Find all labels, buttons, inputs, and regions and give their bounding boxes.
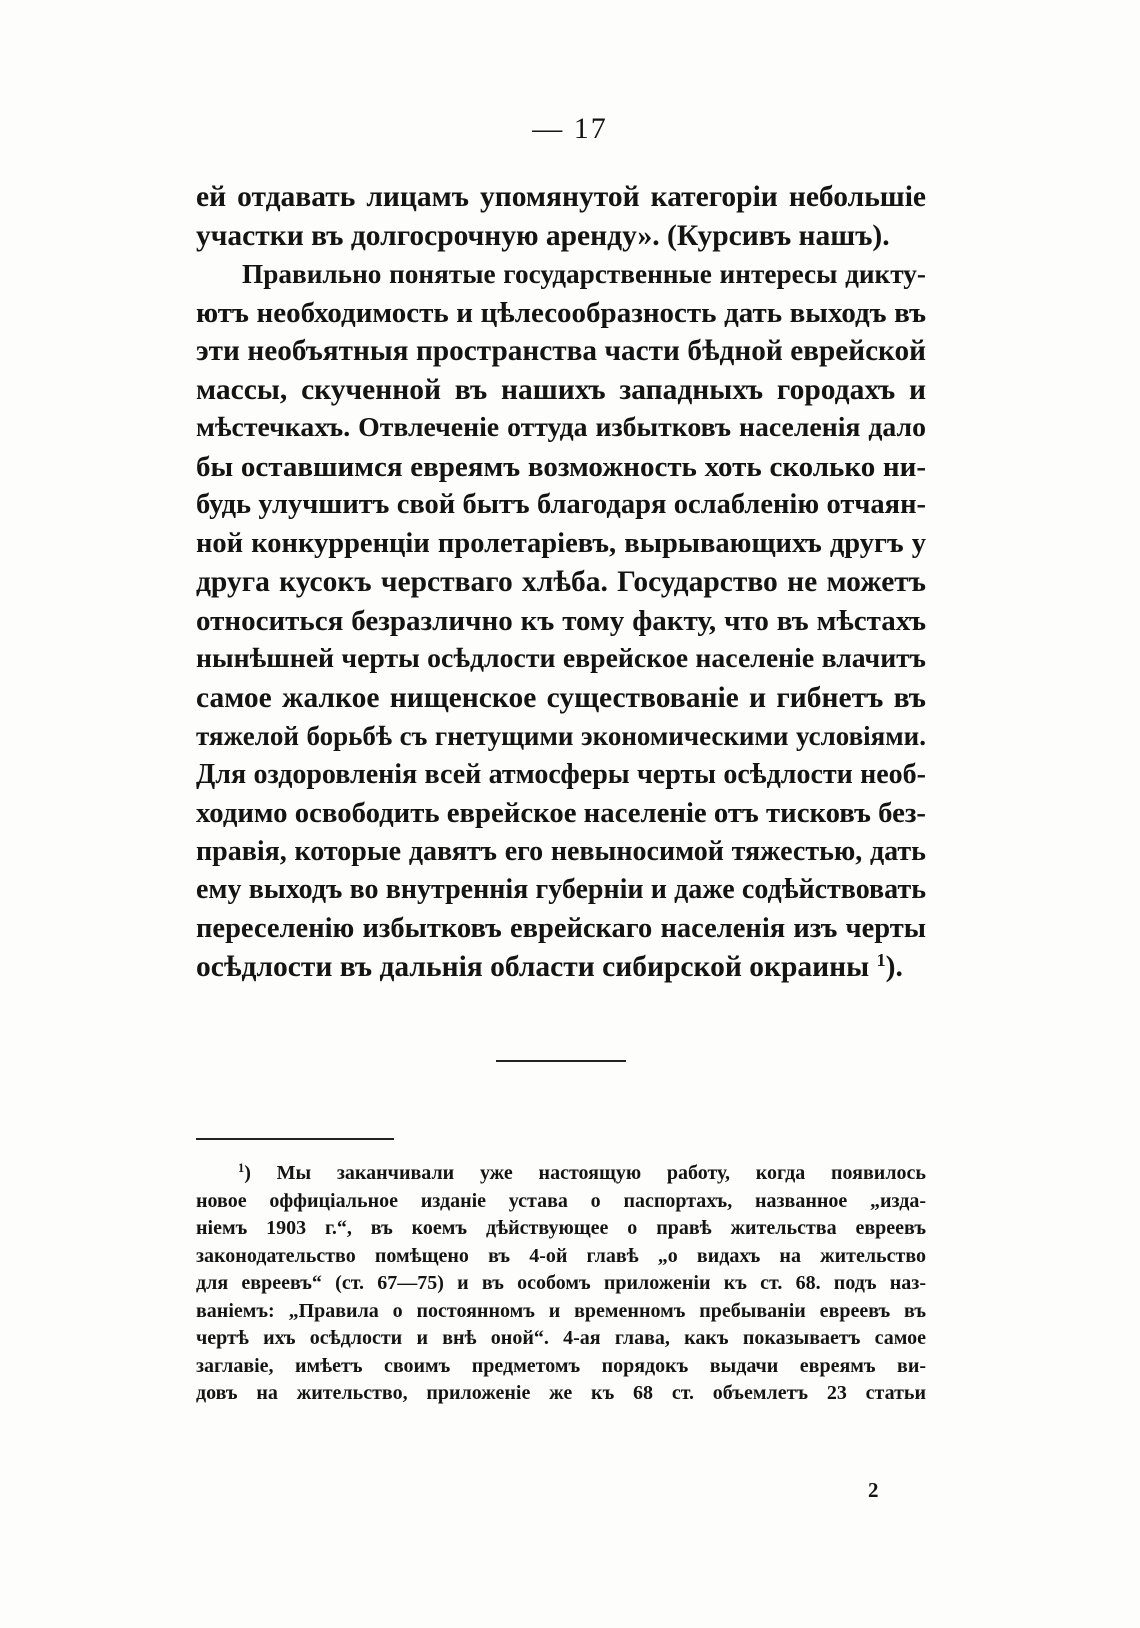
footnote-marker: 1	[238, 1161, 245, 1176]
page-number: — 17	[532, 112, 608, 145]
footnote-line: довъ на жительство, приложеніе же къ 68 ст. объемлетъ 23 статьи	[196, 1382, 926, 1404]
text-line: ей отдавать лицамъ упомянутой категоріи небольшіе	[196, 181, 926, 213]
text-line-final	[196, 948, 926, 987]
text-line: массы, скученной въ нашихъ западныхъ городахъ и	[196, 373, 926, 406]
text-line-final-body: осѣдлости въ дальнія области сибирской окраины	[196, 951, 870, 983]
text-line: переселенію избытковъ еврейскаго населенія изъ черты	[196, 912, 926, 944]
text-line: ютъ необходимость и цѣлесообразность дать выходъ въ	[196, 296, 926, 329]
text-line: ему выходъ во внутреннія губерніи и даже содѣйствовать	[196, 874, 926, 905]
footnote-line: законодательство помѣщено въ 4-ой главѣ „о видахъ на жительство	[196, 1244, 926, 1267]
text-line: эти необъятныя пространства части бѣдной еврейской	[196, 335, 926, 367]
printer-signature: 2	[868, 1478, 879, 1502]
footnote-line: чертѣ ихъ осѣдлости и внѣ оной“. 4-ая глава, какъ показываетъ самое	[196, 1327, 926, 1349]
section-divider	[496, 1060, 626, 1062]
footnote-block	[196, 1160, 926, 1408]
text-line: Для оздоровленія всей атмосферы черты осѣдлости необ-	[196, 758, 926, 790]
footnote-line: ваніемъ: „Правила о постоянномъ и временномъ пребываніи евреевъ въ	[196, 1299, 926, 1322]
text-line: относиться безразлично къ тому факту, что въ мѣстахъ	[196, 604, 926, 637]
footnote-line: для евреевъ“ (ст. 67—75) и въ особомъ приложеніи къ ст. 68. подъ наз-	[196, 1272, 926, 1294]
main-text	[196, 178, 926, 987]
footnote-line-first	[196, 1160, 926, 1188]
text-line-final-tail: ).	[885, 951, 903, 983]
footnote-line: ніемъ 1903 г.“, въ коемъ дѣйствующее о правѣ жительства евреевъ	[196, 1217, 926, 1239]
text-line: правія, которые давятъ его невыносимой тяжестью, дать	[196, 835, 926, 867]
footnote-divider	[196, 1138, 394, 1140]
text-line: участки въ долгосрочную аренду». (Курсивъ нашъ).	[196, 219, 890, 252]
text-line: Правильно понятые государственные интересы дикту-	[242, 259, 926, 289]
text-line: тяжелой борьбѣ съ гнетущими экономическими условіями.	[196, 721, 926, 751]
text-line: ной конкурренціи пролетаріевъ, вырывающихъ другъ у	[196, 527, 926, 559]
text-line: ходимо освободить еврейское населеніе отъ тисковъ без-	[196, 797, 926, 829]
text-line: самое жалкое нищенское существованіе и гибнетъ въ	[196, 681, 926, 714]
text-line: мѣстечкахъ. Отвлеченіе оттуда избытковъ населенія дало	[196, 412, 926, 443]
footnote-line: новое оффиціальное изданіе устава о паспортахъ, названное „изда-	[196, 1189, 926, 1212]
text-line: бы оставшимся евреямъ возможность хоть сколько ни-	[196, 450, 926, 483]
footnote-first-text: ) Мы заканчивали уже настоящую работу, когда появилось	[244, 1162, 926, 1184]
footnote-line: заглавіе, имѣетъ своимъ предметомъ порядокъ выдачи евреямъ ви-	[196, 1354, 926, 1377]
text-line: нынѣшней черты осѣдлости еврейское населеніе влачитъ	[196, 643, 926, 674]
text-line: друга кусокъ черстваго хлѣба. Государство не можетъ	[196, 566, 926, 598]
text-line: будь улучшитъ свой бытъ благодаря ослабленію отчаян-	[196, 489, 926, 520]
footnote-reference: 1	[876, 949, 886, 970]
